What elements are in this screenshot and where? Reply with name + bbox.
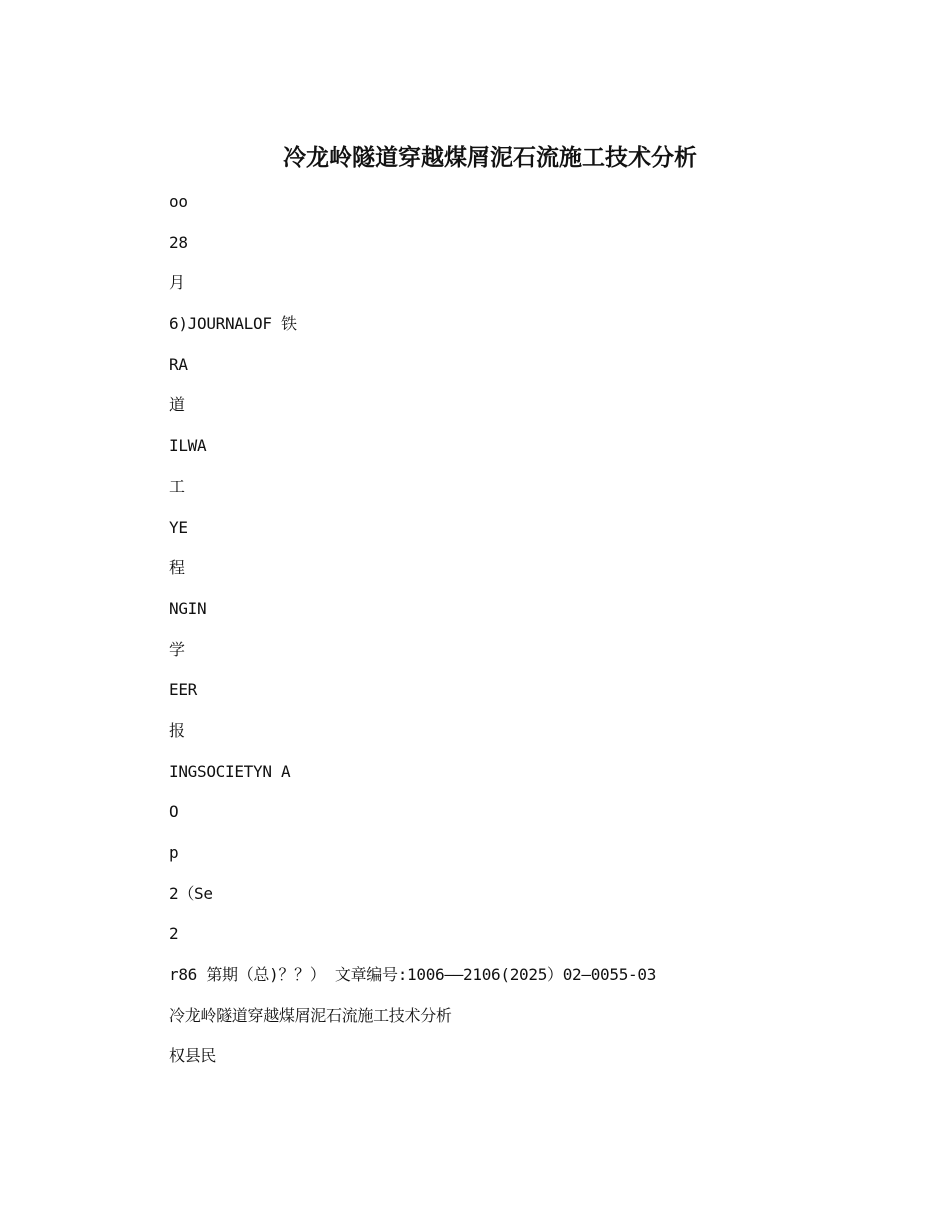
text-line: 报 — [169, 720, 185, 740]
document-title: 冷龙岭隧道穿越煤屑泥石流施工技术分析 — [283, 144, 697, 171]
author-line: 权县民 — [169, 1046, 217, 1066]
text-line: 6)JOURNALOF 铁 — [169, 314, 297, 334]
article-title-line: 冷龙岭隧道穿越煤屑泥石流施工技术分析 — [169, 1005, 452, 1025]
text-line: p — [169, 843, 179, 862]
text-line: ILWA — [169, 436, 207, 456]
article-info-line: r86 第期（总)？？） 文章编号:1006——2106(2025）02—0055-03 — [169, 965, 657, 985]
text-line: 2（Se — [169, 883, 213, 903]
text-line: INGSOCIETYN A — [169, 761, 291, 781]
text-line: EER — [169, 680, 197, 700]
text-line: RA — [169, 354, 188, 374]
text-line: 学 — [169, 639, 185, 659]
document-body — [169, 190, 656, 1085]
text-line: oo — [169, 192, 188, 211]
text-line: NGIN — [169, 598, 207, 618]
text-line: 2 — [169, 924, 179, 944]
text-line: 工 — [169, 476, 185, 496]
text-line: 28 — [169, 232, 188, 252]
text-line: 道 — [169, 395, 185, 415]
text-line: 月 — [169, 273, 185, 293]
text-line: YE — [169, 517, 188, 537]
text-line: O — [169, 802, 179, 822]
text-line: 程 — [169, 558, 185, 578]
